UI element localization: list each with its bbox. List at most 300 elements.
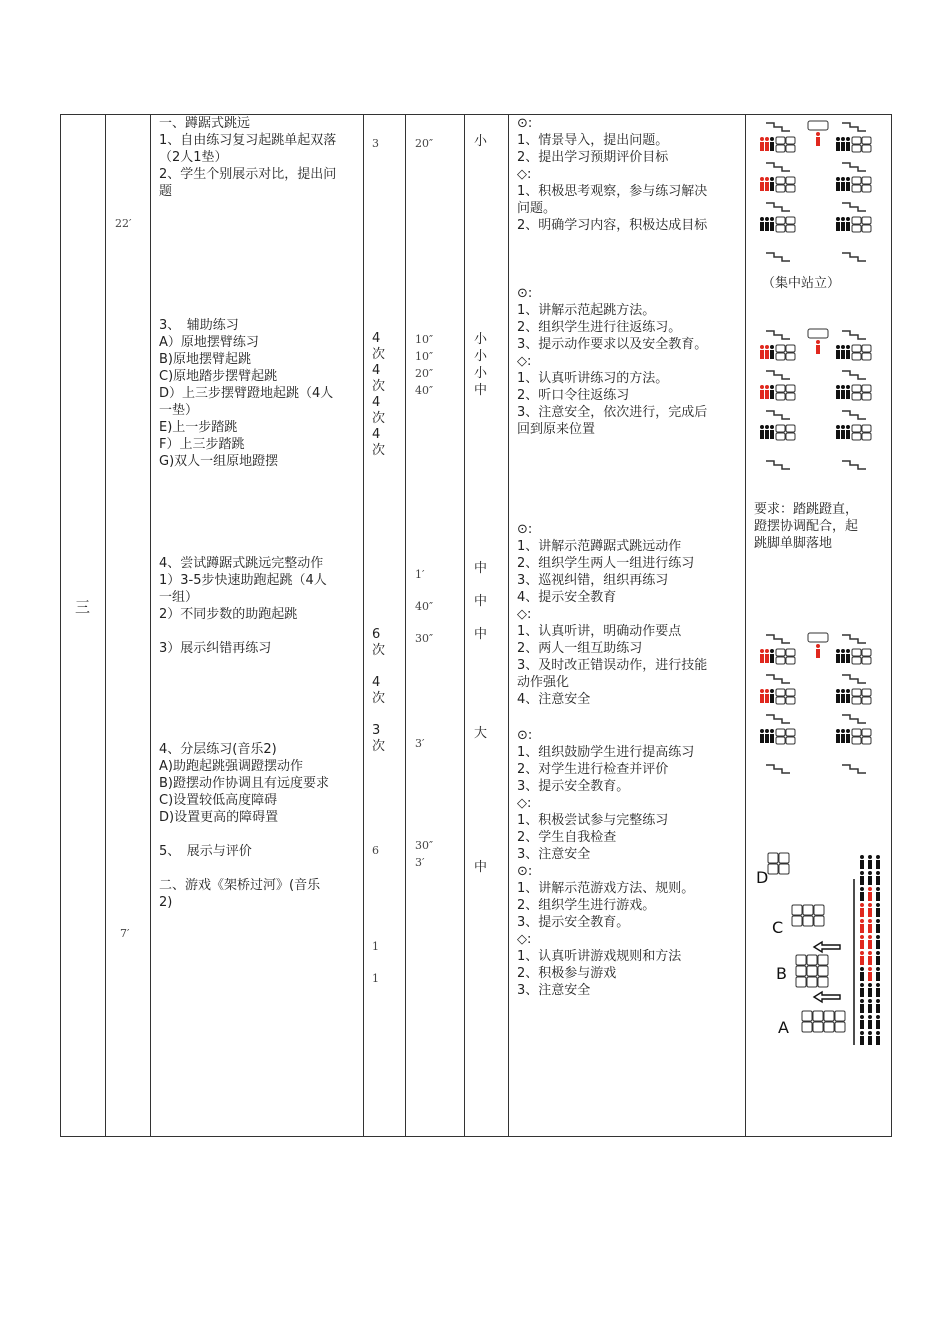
count-line [372,907,379,923]
step-marker [842,765,866,773]
time-line: 40″ [415,384,434,397]
mat [776,185,785,192]
mat [852,689,861,696]
intensity-line [474,611,487,628]
mat [862,689,871,696]
mat [796,955,806,965]
count-line [372,923,379,939]
student-body [770,430,774,439]
org-line: ◇: [517,354,532,369]
student-body [876,1020,880,1029]
content-line [159,826,359,843]
mat [776,217,785,224]
mat [786,729,795,736]
intensity-line: 中 [474,627,488,642]
org-line: ⊙: [517,728,533,743]
content-cell [151,115,364,1137]
student-head [868,951,872,955]
mat [818,966,828,976]
duration-2: 7′ [120,927,130,940]
student-head [770,177,774,181]
student-body [846,734,850,743]
student-head [876,919,880,923]
mat [802,1011,812,1021]
content-line: 3、 辅助练习 [159,318,239,333]
intensity-line: 中 [474,383,488,398]
student-head [765,217,769,221]
student-head [868,999,872,1003]
mat [776,737,785,744]
mat [802,1022,812,1032]
student-head [836,137,840,141]
student-body [765,182,769,191]
content-line: G)双人一组原地蹬摆 [159,454,279,469]
student-head [760,649,764,653]
step-marker [766,163,790,171]
count-line [372,659,385,675]
mat [792,916,802,926]
student-head [765,345,769,349]
mat [818,955,828,965]
student-head [841,689,845,693]
count-line: 4 [372,331,381,346]
count-line: 6 [372,844,379,857]
org-line: 问题。 [517,201,557,216]
student-head [816,644,820,648]
student-head [760,425,764,429]
student-head [868,967,872,971]
time-line [415,769,433,786]
student-head [846,689,850,693]
mat [776,425,785,432]
step-marker [842,163,866,171]
formation-cell [746,115,892,1137]
student-body [770,182,774,191]
mat [776,689,785,696]
mat [862,393,871,400]
student-body [770,734,774,743]
mat [862,217,871,224]
intensity-cell [465,115,509,1137]
student-body [860,972,864,981]
student-head [760,729,764,733]
student-body [860,1020,864,1029]
student-body [841,142,845,151]
student-head [876,935,880,939]
student-head [860,887,864,891]
student-head [770,137,774,141]
student-head [760,385,764,389]
formation-diagram-2 [758,327,883,477]
time-line: 30″ [415,839,434,852]
time-line: 3′ [415,856,425,869]
content-line [159,860,359,877]
student-head [876,967,880,971]
student-head [846,649,850,653]
mat [779,864,789,874]
step-marker [766,411,790,419]
count-line [372,707,385,723]
student-head [841,385,845,389]
student-body [860,988,864,997]
org-block-3 [517,521,742,708]
student-body [876,860,880,869]
step-marker [842,461,866,469]
mat [813,1011,823,1021]
student-head [841,649,845,653]
step-marker [842,411,866,419]
content-line: 2）不同步数的助跑起跳 [159,607,298,622]
student-body [836,654,840,663]
step-marker [766,461,790,469]
org-line: 1、讲解示范起跳方法。 [517,303,656,318]
student-body [760,694,764,703]
teacher-mat [808,329,828,338]
content-line: 2) [159,895,173,910]
student-head [836,649,840,653]
count-line [372,859,379,875]
mat [786,697,795,704]
student-head [836,177,840,181]
mat [852,225,861,232]
org-line: ◇: [517,607,532,622]
org-line: 回到原来位置 [517,422,596,437]
student-head [846,385,850,389]
formation-diagram-1 [758,119,883,269]
time-line: 20″ [415,367,434,380]
org-line: 1、讲解示范游戏方法、规则。 [517,881,695,896]
count-line: 次 [372,643,386,658]
student-head [765,385,769,389]
student-head [765,649,769,653]
step-marker [766,715,790,723]
teacher-mat [808,121,828,130]
mat [818,977,828,987]
mat [862,177,871,184]
content-line: 一、蹲踞式跳远 [159,116,251,131]
mat [776,137,785,144]
mat [862,345,871,352]
student-head [841,217,845,221]
step-marker [842,635,866,643]
student-body [760,182,764,191]
student-head [836,385,840,389]
student-body [860,1036,864,1045]
content-line: 4、分层练习(音乐2) [159,742,277,757]
content-line: E)上一步踏跳 [159,420,238,435]
counts-cell [364,115,406,1137]
mat [852,177,861,184]
content-line: 一垫） [159,403,199,418]
content-line: A)助跑起跳强调蹬摆动作 [159,759,303,774]
content-line: 题 [159,184,173,199]
student-body [868,924,872,933]
org-line: 3、注意安全，依次进行，完成后 [517,405,708,420]
student-head [765,137,769,141]
mat [786,217,795,224]
student-head [876,999,880,1003]
mat [796,966,806,976]
requirement-note [754,501,889,552]
student-body [846,654,850,663]
student-head [770,385,774,389]
time-line [415,803,433,820]
mat [776,649,785,656]
content-line: 1）3-5步快速助跑起跳（4人 [159,573,327,588]
student-head [836,217,840,221]
mat [776,697,785,704]
time-line: 30″ [415,632,434,645]
student-head [846,425,850,429]
mat [862,425,871,432]
mat [768,864,778,874]
time-line: 3′ [415,737,425,750]
student-head [860,935,864,939]
content-line: 1、自由练习复习起跳单起双落 [159,133,337,148]
time-line [415,583,433,599]
mat [814,905,824,915]
content-line: B)蹬摆动作协调且有远度要求 [159,776,329,791]
count-line [372,955,379,971]
count-line: 次 [372,347,386,362]
intensity-line: 中 [474,561,488,576]
count-line: 次 [372,739,386,754]
step-marker [766,331,790,339]
intensity-line: 小 [474,349,488,364]
student-head [846,177,850,181]
student-head [868,1031,872,1035]
mat [768,853,778,863]
student-head [836,425,840,429]
student-body [841,694,845,703]
student-body [868,1020,872,1029]
count-line: 3 [372,723,381,738]
mat [786,345,795,352]
content-line: 二、游戏《架桥过河》(音乐 [159,878,321,893]
org-line: 2、明确学习内容，积极达成目标 [517,218,708,233]
mat [776,177,785,184]
org-line: 1、情景导入，提出问题。 [517,133,669,148]
step-marker [842,371,866,379]
intensity-2 [474,331,487,399]
org-line: 2、听口令往返练习 [517,388,630,403]
student-body [876,972,880,981]
student-head [876,1031,880,1035]
student-head [836,345,840,349]
student-head [868,919,872,923]
student-head [760,177,764,181]
student-body [876,908,880,917]
student-head [868,1015,872,1019]
org-line: 2、组织学生进行往返练习。 [517,320,682,335]
mat [807,977,817,987]
student-head [860,967,864,971]
org-line: ⊙: [517,522,533,537]
content-line: 3）展示纠错再练习 [159,641,272,656]
mat [862,225,871,232]
intensity-line [474,578,487,595]
mat [862,697,871,704]
mat [814,916,824,926]
student-body [860,956,864,965]
student-body [765,350,769,359]
student-body [868,1036,872,1045]
student-body [876,876,880,885]
student-body [860,892,864,901]
intensity-line: 中 [474,594,488,609]
student-head [841,137,845,141]
student-head [868,935,872,939]
student-body [868,940,872,949]
student-body [841,350,845,359]
org-line: 1、组织鼓励学生进行提高练习 [517,745,695,760]
student-body [846,430,850,439]
time-2 [415,331,433,399]
student-head [846,217,850,221]
student-head [846,729,850,733]
student-body [770,142,774,151]
count-line: 4 [372,675,381,690]
student-head [841,177,845,181]
org-line: 2、积极参与游戏 [517,966,617,981]
mat [862,737,871,744]
time-3 [415,567,433,647]
intensity-4: 大 [474,726,488,741]
mat [852,145,861,152]
student-body [860,908,864,917]
student-body [836,430,840,439]
org-line: 3、巡视纠错，组织再练习 [517,573,669,588]
org-line: 3、提示动作要求以及安全教育。 [517,337,708,352]
mat [776,345,785,352]
content-block-1 [159,115,359,200]
student-body [765,222,769,231]
student-body [836,350,840,359]
intensity-5: 中 [474,860,488,875]
student-head [868,871,872,875]
mat [824,1022,834,1032]
content-line: D)设置更高的障碍置 [159,810,279,825]
count-line [372,875,379,891]
organization-cell [509,115,746,1137]
student-head [770,729,774,733]
student-body [770,390,774,399]
student-body [868,892,872,901]
student-body [846,222,850,231]
mat [852,137,861,144]
intensity-3 [474,561,487,644]
mat [862,657,871,664]
org-line: 3、提示安全教育。 [517,779,630,794]
org-line: 2、学生自我检查 [517,830,617,845]
student-head [860,919,864,923]
student-body [868,1004,872,1013]
content-line: 4、尝试蹲踞式跳远完整动作 [159,556,324,571]
org-line: ⊙: [517,864,533,879]
student-head [868,887,872,891]
org-line: 3、提示安全教育。 [517,915,630,930]
student-head [770,217,774,221]
requirement-line: 跳脚单脚落地 [754,536,833,551]
mat [786,225,795,232]
student-head [876,871,880,875]
student-head [876,1015,880,1019]
times-cell [406,115,465,1137]
mat [786,137,795,144]
count-line [372,891,379,907]
org-line: 2、提出学习预期评价目标 [517,150,669,165]
step-marker [766,203,790,211]
time-line: 10″ [415,350,434,363]
mat [852,353,861,360]
content-block-2 [159,317,359,470]
student-body [841,734,845,743]
student-head [860,1031,864,1035]
student-body [868,908,872,917]
student-body [760,430,764,439]
step-marker [766,765,790,773]
mat [813,1022,823,1032]
mat [786,433,795,440]
org-block-2 [517,285,742,438]
count-line: 4 [372,363,381,378]
count-line: 次 [372,691,386,706]
mat [786,737,795,744]
student-head [860,951,864,955]
count-3 [372,627,385,755]
time-4 [415,735,433,871]
student-body [765,654,769,663]
org-line: 动作强化 [517,675,570,690]
student-body [846,182,850,191]
count-line: 1 [372,940,379,953]
mat [835,1022,845,1032]
content-line: C)原地踏步摆臂起跳 [159,369,278,384]
mat [776,225,785,232]
org-line: 2、组织学生进行游戏。 [517,898,656,913]
student-body [765,430,769,439]
student-head [770,649,774,653]
student-body [770,350,774,359]
count-line: 1 [372,972,379,985]
student-head [836,689,840,693]
org-block-1 [517,115,742,234]
student-body [836,142,840,151]
game-diagram [752,849,890,1049]
student-head [816,132,820,136]
time-line: 1′ [415,568,425,581]
student-head [860,999,864,1003]
student-head [876,887,880,891]
mat [786,145,795,152]
student-body [765,734,769,743]
student-body [860,876,864,885]
student-body [765,390,769,399]
student-body [868,972,872,981]
student-head [841,425,845,429]
time-line [415,820,433,837]
student-head [841,729,845,733]
arrow [814,942,840,952]
step-marker [766,253,790,261]
time-line [415,752,433,769]
student-head [876,903,880,907]
mat [786,177,795,184]
student-head [841,345,845,349]
org-line: 1、认真听讲游戏规则和方法 [517,949,682,964]
mat [776,353,785,360]
student-head [836,729,840,733]
